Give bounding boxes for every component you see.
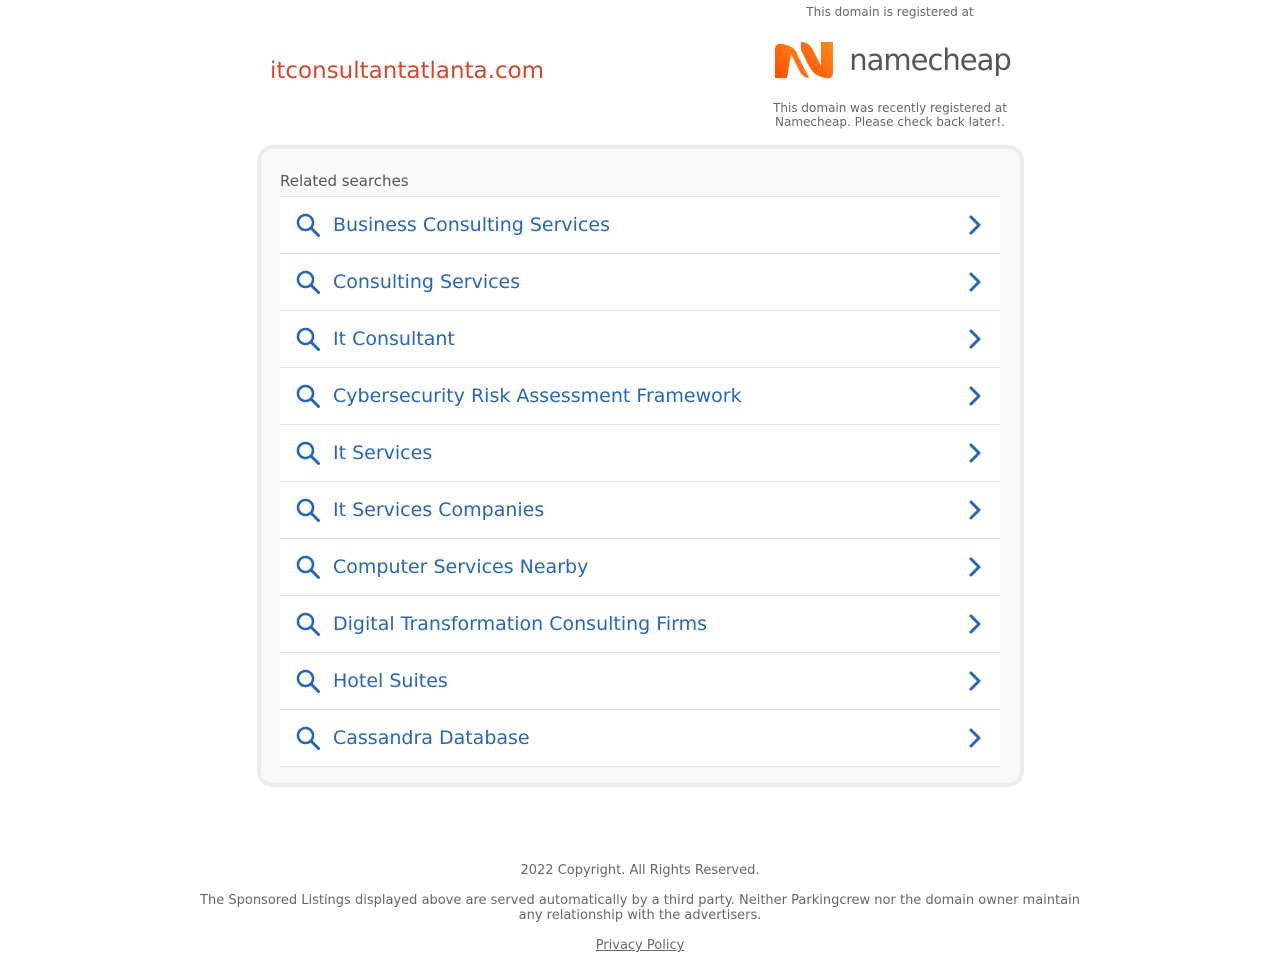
search-icon: [295, 725, 321, 751]
namecheap-n-logo-icon: [769, 40, 841, 80]
chevron-right-icon: [967, 328, 983, 350]
disclaimer-text: The Sponsored Listings displayed above are served automatically by a third party. Neither Parkingcrew nor the domain owner maintain any relationship with the advertisers.: [200, 893, 1080, 923]
related-search-label: Business Consulting Services: [333, 214, 610, 236]
related-search-label: Cassandra Database: [333, 727, 530, 749]
domain-title-link[interactable]: itconsultantatlanta.com: [270, 58, 545, 84]
related-search-item[interactable]: [280, 311, 1000, 368]
related-search-item[interactable]: [280, 197, 1000, 254]
registrar-box: [760, 5, 1020, 129]
search-icon: [295, 212, 321, 238]
chevron-right-icon: [967, 385, 983, 407]
related-search-label: Computer Services Nearby: [333, 556, 589, 578]
search-icon: [295, 326, 321, 352]
related-search-label: Hotel Suites: [333, 670, 448, 692]
search-icon: [295, 383, 321, 409]
related-search-label: Digital Transformation Consulting Firms: [333, 613, 707, 635]
search-icon: [295, 440, 321, 466]
chevron-right-icon: [967, 556, 983, 578]
registrar-caption: This domain is registered at: [806, 5, 974, 19]
search-icon: [295, 554, 321, 580]
chevron-right-icon: [967, 499, 983, 521]
related-search-item[interactable]: [280, 482, 1000, 539]
chevron-right-icon: [967, 613, 983, 635]
related-search-label: Consulting Services: [333, 271, 521, 293]
privacy-policy-link[interactable]: Privacy Policy: [595, 938, 685, 953]
related-search-label: It Services Companies: [333, 499, 545, 521]
namecheap-logo[interactable]: [760, 29, 1020, 91]
related-search-item[interactable]: [280, 254, 1000, 311]
related-searches-list: [280, 196, 1000, 767]
related-search-item[interactable]: [280, 596, 1000, 653]
related-search-label: It Services: [333, 442, 433, 464]
chevron-right-icon: [967, 670, 983, 692]
related-search-label: It Consultant: [333, 328, 455, 350]
chevron-right-icon: [967, 727, 983, 749]
privacy-policy: [0, 938, 1280, 953]
related-search-item[interactable]: [280, 539, 1000, 596]
related-searches-panel: [257, 145, 1024, 787]
related-search-item[interactable]: [280, 425, 1000, 482]
namecheap-wordmark: namecheap: [849, 43, 1011, 77]
chevron-right-icon: [967, 271, 983, 293]
related-searches-heading: Related searches: [280, 172, 409, 190]
related-search-item[interactable]: [280, 710, 1000, 767]
related-search-item[interactable]: [280, 653, 1000, 710]
chevron-right-icon: [967, 214, 983, 236]
registrar-note: This domain was recently registered at Namecheap. Please check back later!.: [773, 101, 1007, 129]
related-search-item[interactable]: [280, 368, 1000, 425]
search-icon: [295, 269, 321, 295]
search-icon: [295, 668, 321, 694]
related-search-label: Cybersecurity Risk Assessment Framework: [333, 385, 742, 407]
search-icon: [295, 611, 321, 637]
copyright-text: 2022 Copyright. All Rights Reserved.: [520, 863, 760, 878]
search-icon: [295, 497, 321, 523]
chevron-right-icon: [967, 442, 983, 464]
